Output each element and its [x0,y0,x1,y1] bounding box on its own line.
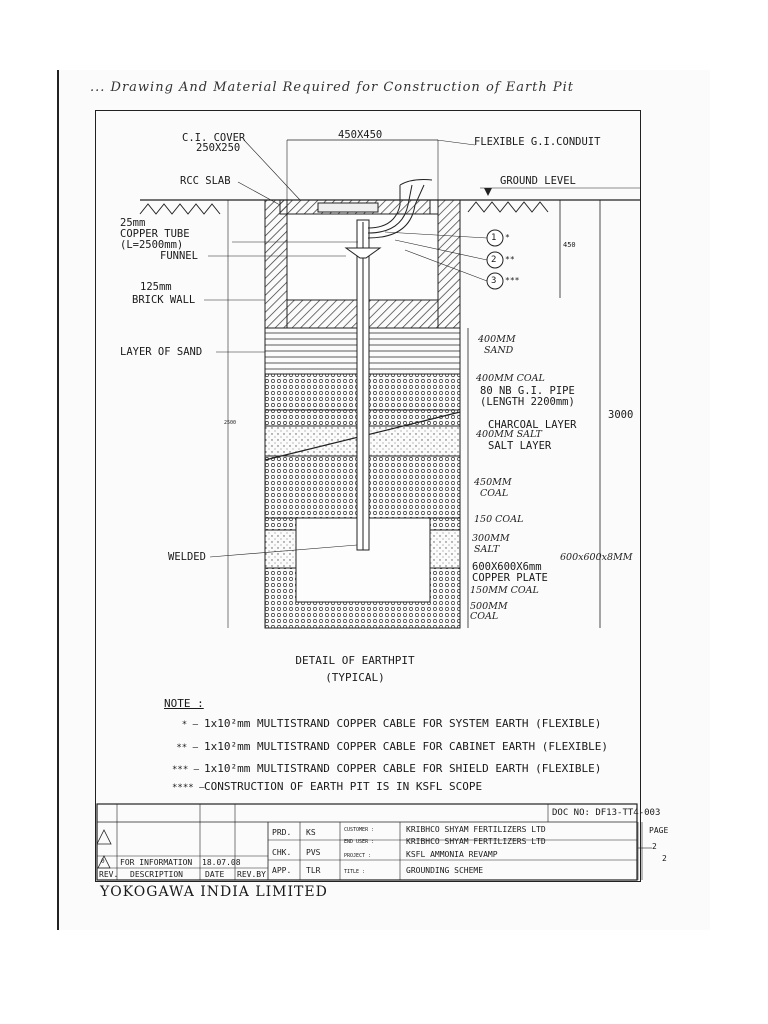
label-dim-3000: 3000 [608,409,634,421]
tb-chk-value: PVS [306,848,321,857]
note-3 [172,762,601,775]
label-welded: WELDED [168,551,206,563]
tb-page-label: PAGE [649,826,669,835]
note-2 [172,740,608,753]
label-plate-size: 600X600X6mm [472,561,542,573]
note-4-text: CONSTRUCTION OF EARTH PIT IS IN KSFL SCOPE [204,780,483,793]
diagram-title-line2: (TYPICAL) [325,671,385,684]
label-gi-pipe: 80 NB G.I. PIPE [480,385,575,397]
label-ci-cover-size: 250X250 [196,142,241,154]
label-brick-wall: BRICK WALL [132,294,196,306]
label-copper-tube: COPPER TUBE [120,228,190,240]
tb-app-label: APP. [272,866,292,875]
hw-salt-300: 300MM [472,533,510,544]
soil-hatch-right [468,202,548,212]
label-salt: SALT LAYER [488,440,552,452]
tb-app-value: TLR [306,866,321,875]
tb-enduser-label: END USER : [344,839,375,845]
tb-customer: KRIBHCO SHYAM FERTILIZERS LTD [406,825,546,834]
note-1-text: 1x10²mm MULTISTRAND COPPER CABLE FOR SYSTEM EARTH (FLEXIBLE) [204,717,602,730]
tb-chk-label: CHK. [272,848,292,857]
tb-title-label: TITLE : [344,869,366,875]
tb-prd-value: KS [306,828,316,837]
label-ci-cover: C.I. COVER [182,132,246,144]
hw-coal-500: 500MM [470,601,508,612]
note-1-mark: * – [181,720,198,730]
hw-coal-150: 150 COAL [474,514,524,525]
soil-hatch-left [140,204,220,214]
label-gi-pipe-length: (LENGTH 2200mm) [480,396,575,408]
hw-coal-450-label: COAL [480,488,509,499]
callout-3-mark: *** [505,276,520,285]
label-copper-plate: COPPER PLATE [472,572,548,584]
callout-2-mark: ** [505,255,515,264]
leader-ci-cover [244,140,300,200]
leader-rcc [238,182,280,205]
hw-salt-400: 400MM SALT [476,429,542,440]
tb-rev-date: 18.07.08 [202,858,241,867]
label-dim-450: 450 [563,241,576,249]
label-dim-left: 2500 [224,420,237,426]
note-3-mark: *** – [172,765,200,775]
hw-coal-450: 450MM [474,477,512,488]
note-2-mark: ** – [176,743,198,753]
tb-h-desc: DESCRIPTION [130,870,183,879]
note-1 [172,717,601,730]
diagram-title [280,652,430,686]
callout-2: 2 [491,255,497,265]
hw-sand-thickness: 400MM [478,334,516,345]
tb-page-num: 2 [652,842,657,851]
label-charcoal: CHARCOAL LAYER [488,419,577,431]
label-copper-tube-length: (L=2500mm) [120,239,184,251]
callout-1-mark: * [505,233,510,242]
tb-h-rev: REV. [99,870,119,879]
label-flexible-conduit: FLEXIBLE G.I.CONDUIT [474,136,601,148]
conduit-bend [400,180,432,185]
tb-page-den: 2 [662,854,667,863]
tb-enduser: KRIBHCO SHYAM FERTILIZERS LTD [406,837,546,846]
hw-coal-500-label: COAL [470,611,499,622]
brick-wall-left [265,200,287,328]
label-copper-tube-size: 25mm [120,217,146,229]
hw-plate-size: 600x600x8MM [560,552,633,563]
tb-rev-desc: FOR INFORMATION [120,858,193,867]
label-top-dim: 450X450 [338,129,383,141]
ground-level-marker [484,188,492,196]
company-name: YOKOGAWA INDIA LIMITED [100,884,328,900]
label-funnel: FUNNEL [160,250,198,262]
rev-triangle-icon [97,830,111,844]
note-4 [172,780,482,793]
leader-conduit [437,140,475,145]
note-2-text: 1x10²mm MULTISTRAND COPPER CABLE FOR CABINET EARTH (FLEXIBLE) [204,740,608,753]
label-sand: LAYER OF SAND [120,346,203,358]
note-heading: NOTE : [164,697,204,710]
handwritten-header: ... Drawing And Material Required for Construction of Earth Pit [90,80,575,95]
ci-cover [318,203,378,212]
doc-number: DOC NO: DF13-TT4-003 [552,808,661,818]
diagram-title-line1: DETAIL OF EARTHPIT [295,654,415,667]
label-brick-size: 125mm [140,281,172,293]
tb-rev-num: 0 [101,858,105,865]
hw-salt-300-label: SALT [474,544,500,555]
tb-title: GROUNDING SCHEME [406,866,484,875]
tb-customer-label: CUSTOMER : [344,827,375,833]
note-4-mark: **** – [172,783,205,793]
callout-1: 1 [491,233,497,243]
label-ground-level: GROUND LEVEL [500,175,576,187]
tb-project: KSFL AMMONIA REVAMP [406,850,498,859]
callout-3: 3 [491,276,497,286]
tb-h-date: DATE [205,870,225,879]
tb-h-revby: REV.BY [237,870,266,879]
tb-prd-label: PRD. [272,828,292,837]
note-3-text: 1x10²mm MULTISTRAND COPPER CABLE FOR SHIELD EARTH (FLEXIBLE) [204,762,602,775]
label-rcc-slab: RCC SLAB [180,175,231,187]
hw-coal-150b: 150MM COAL [470,585,539,596]
hw-coal-400: 400MM COAL [476,373,545,384]
tb-project-label: PROJECT : [344,853,372,859]
hw-sand: SAND [484,345,514,356]
